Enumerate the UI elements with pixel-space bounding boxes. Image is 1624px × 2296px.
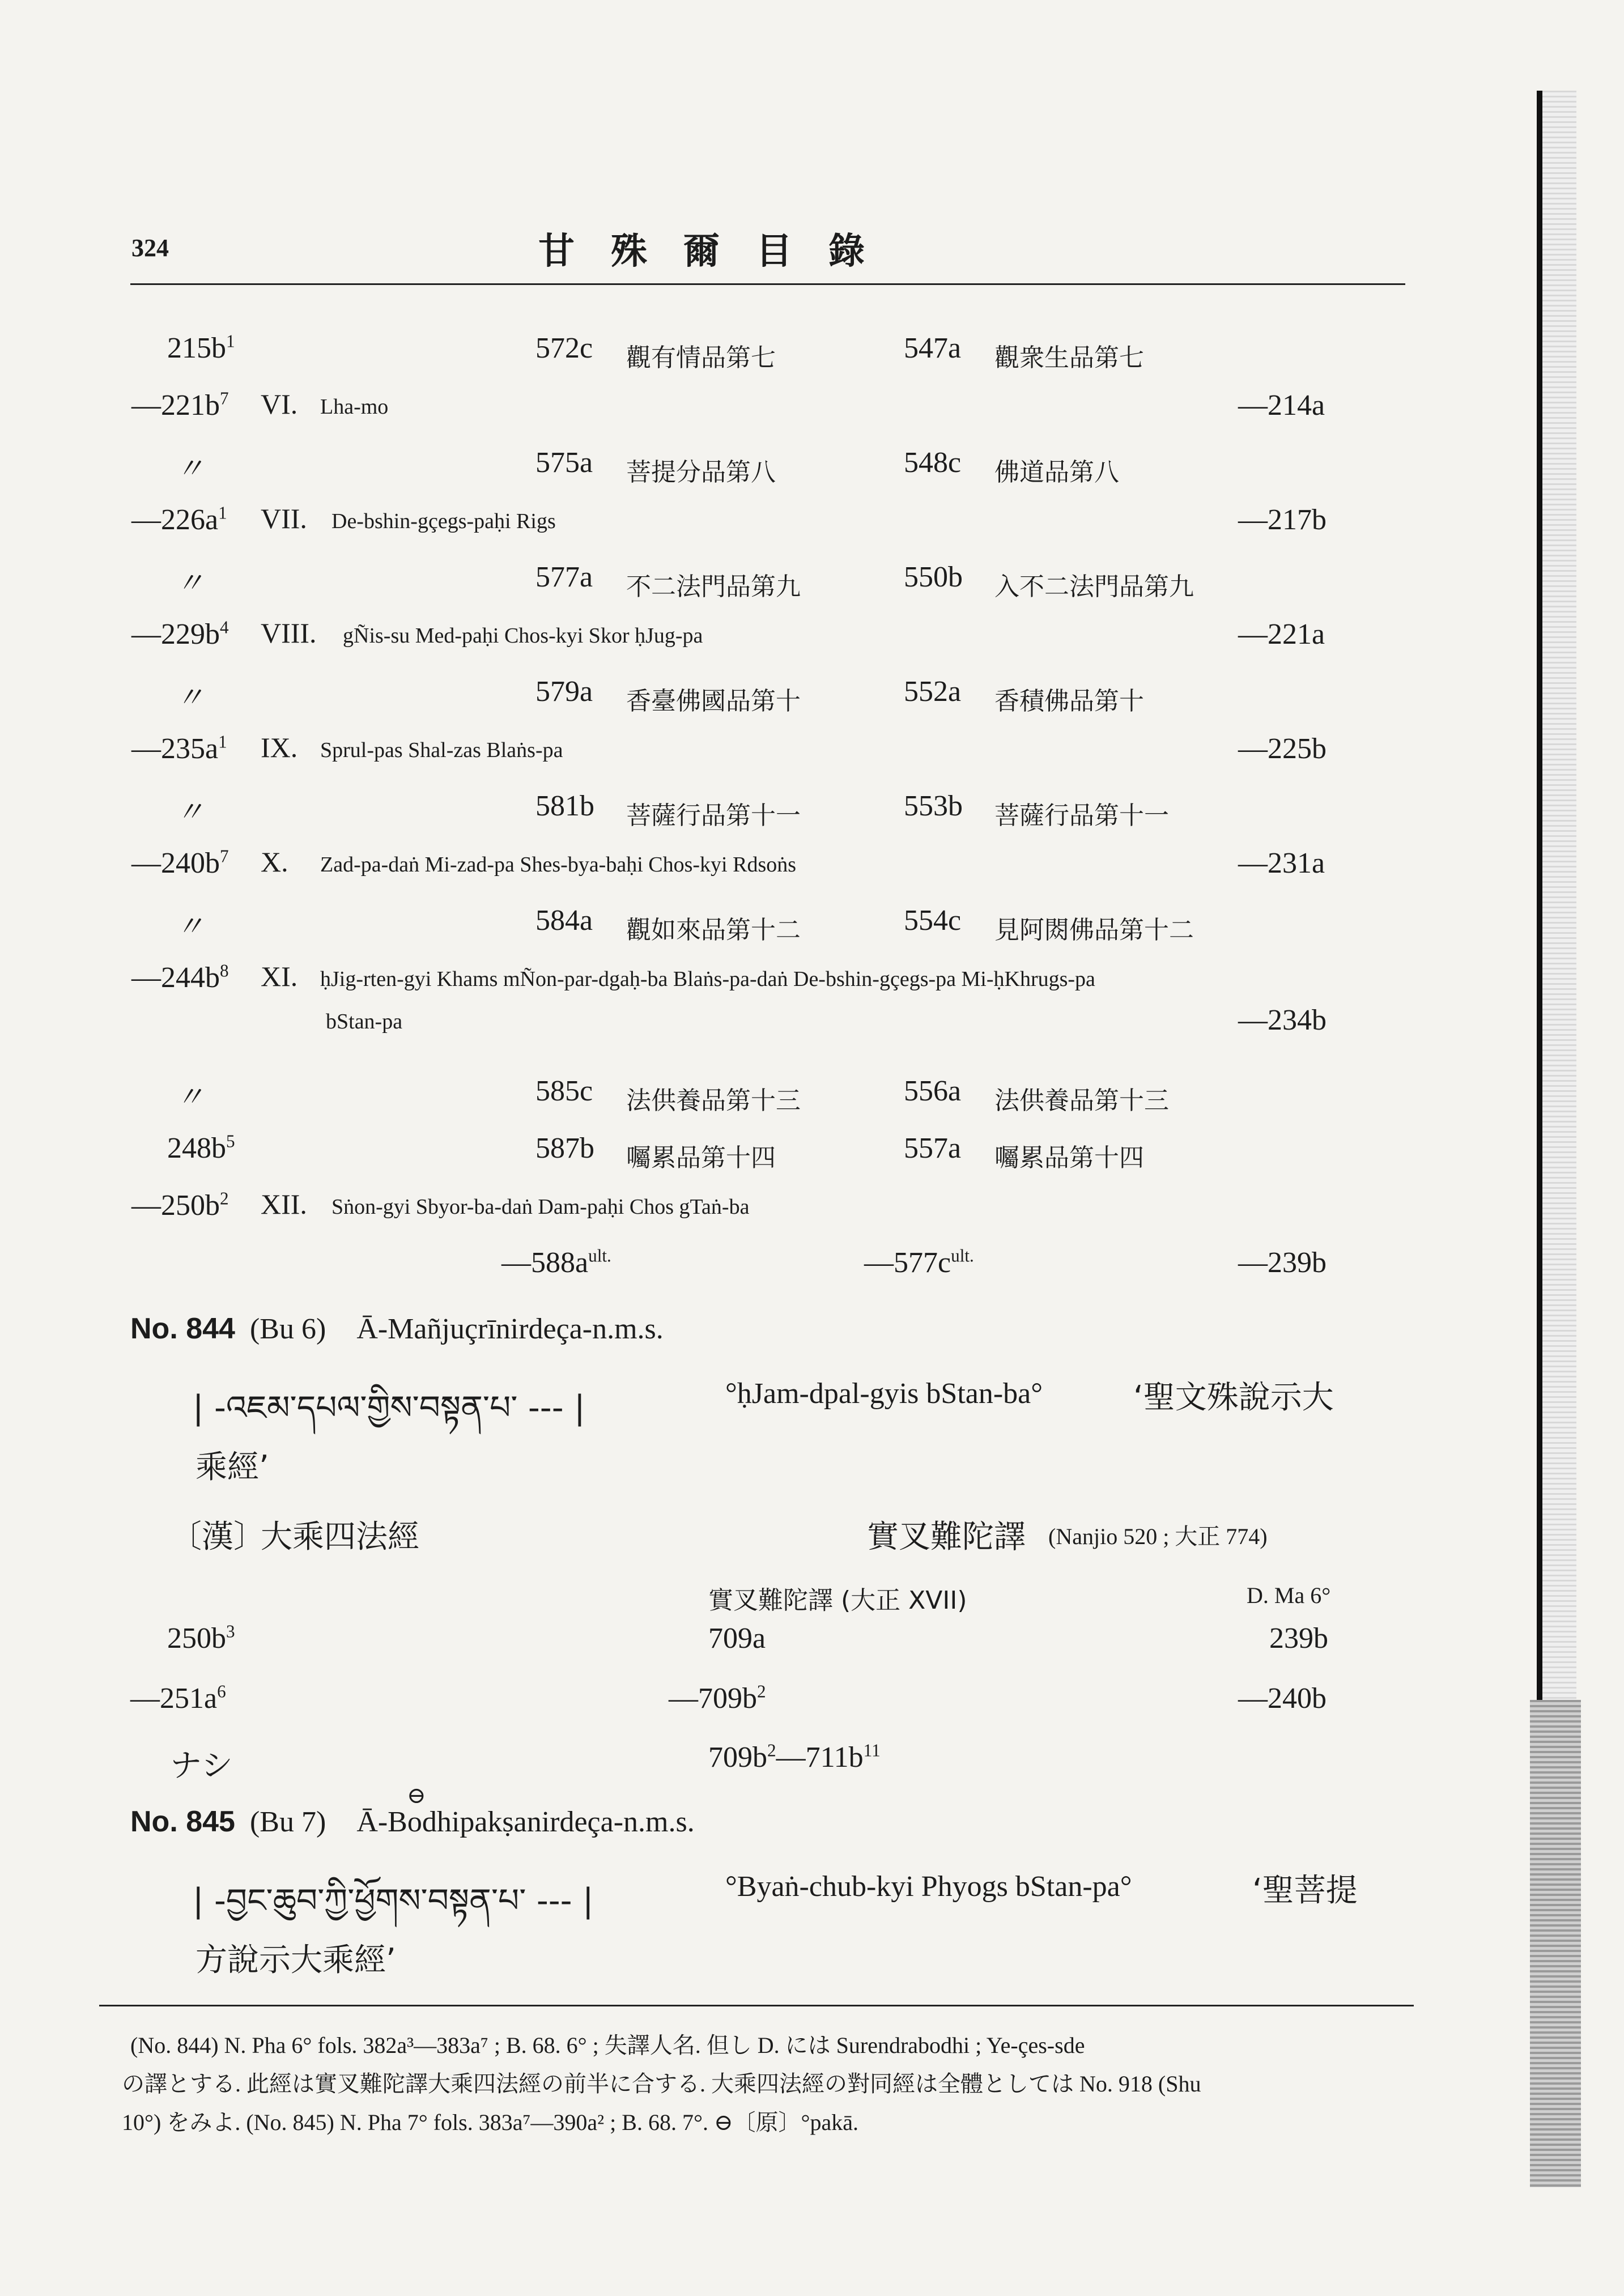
chinese-ref-b: 553b — [904, 790, 963, 822]
chapter-number: X. — [261, 846, 288, 878]
row-folio-ref: 〃 — [176, 796, 204, 828]
derge-ref: —225b — [1238, 733, 1327, 765]
chinese-ref-b: 552a — [904, 675, 962, 708]
bu-ref: (Bu 6) — [249, 1313, 326, 1345]
chapter-number: IX. — [261, 732, 298, 763]
derge-ref: —217b — [1238, 504, 1327, 536]
ref-844-b2: $—709b^2$ — [669, 1681, 766, 1715]
chinese-chapter-b: 香積佛品第十 — [994, 687, 1144, 716]
chapter-number: XII. — [261, 1188, 307, 1220]
chinese-ref-a: 581b — [535, 790, 594, 822]
derge-ref: —239b — [1238, 1247, 1327, 1279]
chinese-ref-b: 548c — [904, 447, 962, 479]
chinese-chapter-a: 囑累品第十四 — [626, 1143, 776, 1172]
chinese-ref-b: 556a — [904, 1075, 962, 1107]
row-folio-ref: $248b^5$ — [167, 1131, 235, 1164]
japanese-title-cont: 乘經’ — [195, 1449, 269, 1486]
row-folio-ref: $—235a^1$ — [131, 732, 227, 765]
chinese-chapter-b: 入不二法門品第九 — [994, 572, 1194, 601]
chinese-ref-b: 547a — [904, 332, 962, 364]
sanskrit-title: Ā-Mañjuçrīnirdeça-n.m.s. — [356, 1313, 664, 1345]
entry-844-heading — [130, 1312, 664, 1346]
chinese-chapter-b: 佛道品第八 — [994, 458, 1119, 487]
chapter-number: VII. — [261, 503, 307, 534]
row-folio-ref: $—226a^1$ — [131, 503, 227, 536]
chinese-chapter-a: 觀有情品第七 — [626, 343, 776, 372]
chinese-chapter-a: 觀如來品第十二 — [626, 916, 801, 945]
chinese-chapter-a: 不二法門品第九 — [626, 572, 801, 601]
chinese-ref-a: 579a — [535, 675, 593, 708]
row-folio-ref: $215b^1$ — [167, 331, 235, 364]
chapter-title: ḥJig-rten-gyi Khams mÑon-par-dgaḥ-ba Blaṅs-pa-daṅ De-bshin-gçegs-pa Mi-ḥKhrugs-pa — [320, 967, 1095, 991]
chinese-ref-a: 585c — [535, 1075, 593, 1107]
sanskrit-title: Ā-Bodhipakṣanirdeça-n.m.s. — [356, 1806, 695, 1838]
column-head-derge: D. Ma 6° — [1247, 1583, 1331, 1608]
tibetan-title: | -འཇམ་དཔལ་གྱིས་བསྟན་པ་ --- | — [193, 1388, 585, 1427]
row-folio-ref: 〃 — [176, 911, 204, 942]
ref-844-a3: ナシ — [170, 1747, 233, 1784]
chinese-ref-b: 557a — [904, 1132, 962, 1164]
page-number: 324 — [131, 234, 169, 262]
row-folio-ref: $—229b^4$ — [131, 617, 229, 650]
chinese-ref-a: 577a — [535, 561, 593, 593]
ref-844-c2: —240b — [1238, 1682, 1327, 1715]
japanese-title: ‘聖菩提 — [1252, 1872, 1358, 1909]
chapter-title: gÑis-su Med-paḥi Chos-kyi Skor ḥJug-pa — [343, 624, 703, 648]
japanese-title-cont: 方說示大乘經’ — [195, 1942, 396, 1979]
row-folio-ref: $—250b^2$ — [131, 1188, 229, 1222]
chinese-chapter-b: 見阿閦佛品第十二 — [994, 916, 1194, 945]
chapter-title: Sṅon-gyi Sbyor-ba-daṅ Dam-paḥi Chos gTaṅ-ba — [331, 1195, 750, 1219]
bu-ref: (Bu 7) — [249, 1806, 326, 1838]
row-folio-ref: 〃 — [176, 682, 204, 713]
tibetan-title: | -བྱང་ཆུབ་ཀྱི་ཕྱོགས་བསྟན་པ་ --- | — [193, 1881, 594, 1920]
derge-ref: —231a — [1238, 847, 1325, 879]
ref-844-b3: $709b^2—711b^{11}$ — [708, 1740, 881, 1774]
chinese-ref-b: 554c — [904, 904, 962, 937]
chinese-chapter-b: 法供養品第十三 — [994, 1086, 1169, 1115]
chinese-ref-a: 584a — [535, 904, 593, 937]
row-folio-ref: $—240b^7$ — [131, 846, 229, 879]
row-folio-ref: 〃 — [176, 453, 204, 484]
chapter-title-cont: bStan-pa — [326, 1010, 403, 1034]
translator-ref: (Nanjio 520 ; 大正 774) — [1048, 1524, 1268, 1549]
ref-844-b1: 709a — [708, 1622, 766, 1655]
header-rule — [130, 283, 1405, 285]
chinese-ref-a: 587b — [535, 1132, 594, 1164]
chapter-number: XI. — [261, 960, 298, 992]
entry-845-heading — [130, 1805, 695, 1839]
chinese-chapter-a: 法供養品第十三 — [626, 1086, 801, 1115]
translator: 實叉難陀譯 — [867, 1519, 1026, 1555]
chinese-ref-a: $—588a^{ult.}$ — [501, 1245, 611, 1279]
chinese-ref-b: $—577c^{ult.}$ — [864, 1245, 974, 1279]
row-folio-ref: 〃 — [176, 567, 204, 599]
chinese-chapter-a: 菩提分品第八 — [626, 458, 776, 487]
chinese-ref-a: 575a — [535, 447, 593, 479]
ref-844-a2: $—251a^6$ — [130, 1681, 226, 1715]
chinese-chapter-b: 觀衆生品第七 — [994, 343, 1144, 372]
entry-number: No. 844 — [130, 1312, 235, 1345]
ref-844-a1: $250b^3$ — [167, 1621, 235, 1655]
derge-ref: —221a — [1238, 618, 1325, 650]
ref-844-c1: 239b — [1269, 1622, 1328, 1655]
footnote-rule — [99, 2005, 1414, 2006]
chapter-title: Lha-mo — [320, 395, 389, 419]
tibetan-transliteration: °Byaṅ-chub-kyi Phyogs bStan-pa° — [725, 1870, 1132, 1903]
chinese-ref-a: 572c — [535, 332, 593, 364]
chinese-chapter-b: 菩薩行品第十一 — [994, 801, 1169, 830]
chinese-label: 〔漢〕 — [170, 1519, 265, 1555]
row-folio-ref: 〃 — [176, 1081, 204, 1113]
footnote-line-2: の譯とする. 此經は實叉難陀譯大乘四法經の前半に合する. 大乘四法經の對同經は全體としては No. 918 (Shu — [122, 2071, 1201, 2097]
chapter-number: VIII. — [261, 617, 317, 649]
derge-ref: —214a — [1238, 389, 1325, 422]
column-head-chinese: 實叉難陀譯 (大正 XVII) — [708, 1586, 967, 1615]
chapter-title: Sprul-pas Shal-zas Blaṅs-pa — [320, 738, 563, 762]
derge-ref: —234b — [1238, 1004, 1327, 1036]
chinese-title: 大乘四法經 — [261, 1519, 419, 1555]
variant-mark: ⊖ — [407, 1783, 426, 1808]
page-title: 甘 殊 爾 目 錄 — [538, 231, 865, 271]
chapter-number: VI. — [261, 388, 298, 420]
footnote-line-3: 10°) をみよ. (No. 845) N. Pha 7° fols. 383a⁷—390a² ; B. 68. 7°. ⊖〔原〕°pakā. — [122, 2110, 858, 2135]
chinese-chapter-a: 菩薩行品第十一 — [626, 801, 801, 830]
chapter-title: De-bshin-gçegs-paḥi Rigs — [331, 509, 556, 533]
chinese-ref-b: 550b — [904, 561, 963, 593]
japanese-title: ‘聖文殊說示大 — [1133, 1379, 1334, 1416]
row-folio-ref: $—221b^7$ — [131, 388, 229, 422]
chinese-chapter-b: 囑累品第十四 — [994, 1143, 1144, 1172]
page-edge-shadow — [1530, 1700, 1581, 2187]
tibetan-transliteration: °ḥJam-dpal-gyis bStan-ba° — [725, 1377, 1043, 1410]
entry-number: No. 845 — [130, 1805, 235, 1838]
chapter-title: Zad-pa-daṅ Mi-zad-pa Shes-bya-baḥi Chos-kyi Rdsoṅs — [320, 853, 797, 877]
row-folio-ref: $—244b^8$ — [131, 960, 229, 994]
chinese-chapter-a: 香臺佛國品第十 — [626, 687, 801, 716]
footnote-line-1: (No. 844) N. Pha 6° fols. 382a³—383a⁷ ; B. 68. 6° ; 失譯人名. 但し D. には Surendrabodhi ; Ye-çes-sde — [130, 2033, 1085, 2058]
